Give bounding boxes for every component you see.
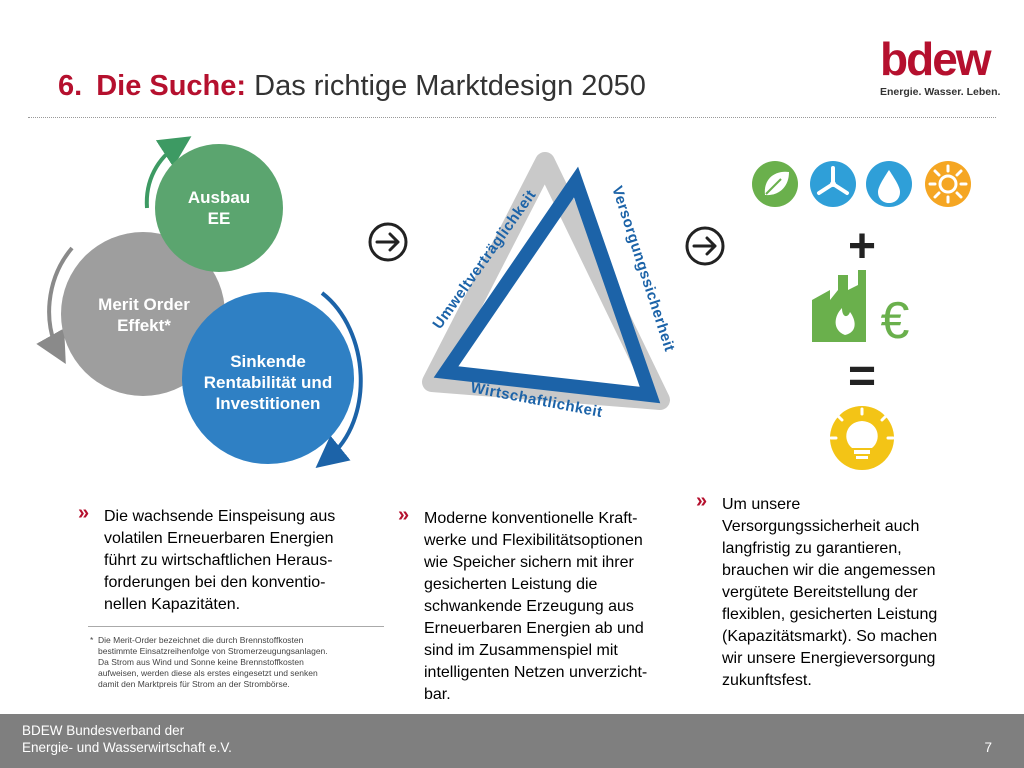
sun-icon: [925, 161, 971, 207]
col2-line: Moderne konventionelle Kraft-: [424, 510, 638, 527]
col1-line: forderungen bei den konventio-: [104, 574, 326, 591]
col3-line: langfristig zu garantieren,: [722, 540, 902, 557]
leaf-icon: [752, 161, 798, 207]
water-drop-icon: [866, 161, 912, 207]
col1-line: Die wachsende Einspeisung aus: [104, 508, 336, 525]
wind-turbine-icon: [810, 161, 856, 207]
ausbau-ee-label: [169, 187, 269, 229]
footer-org-line-1: BDEW Bundesverband der: [22, 723, 185, 738]
merit-order-label: [78, 294, 210, 336]
lightbulb-icon: [830, 406, 894, 470]
col2-line: bar.: [424, 686, 451, 703]
col2-line: gesicherten Leistung die: [424, 576, 598, 593]
bullet-icon: »: [696, 490, 708, 512]
arrow-circle-icon-2: [687, 228, 723, 264]
logo-wordmark: bdew: [880, 33, 990, 85]
equals-sign: =: [847, 350, 877, 403]
footnote-line: damit den Marktpreis für Strom an der Strombörse.: [98, 679, 290, 689]
col3-line: brauchen wir die angemessen: [722, 562, 936, 579]
col3-line: (Kapazitätsmarkt). So machen: [722, 628, 938, 645]
col1-line: führt zu wirtschaftlichen Heraus-: [104, 552, 333, 569]
euro-sign: €: [880, 292, 910, 350]
sinkende-line-1: Sinkende: [230, 352, 306, 371]
page-number: 7: [984, 740, 992, 755]
text-column-2: [398, 504, 694, 706]
col2-line: werke und Flexibilitätsoptionen: [424, 532, 643, 549]
footnote-line: aufweisen, werden diese als erstes eingesetzt und senken: [98, 668, 318, 678]
merit-line-2: Effekt*: [117, 316, 171, 335]
footnote-divider: [88, 626, 384, 627]
ausbau-line-2: EE: [207, 209, 231, 228]
col3-line: zukunftsfest.: [722, 672, 812, 689]
title-highlight: Die Suche:: [96, 70, 247, 102]
footer-organization: [22, 722, 232, 756]
title-rest: Das richtige Marktdesign 2050: [254, 70, 646, 102]
col3-line: flexiblen, gesicherten Leistung: [722, 606, 938, 623]
bullet-icon: »: [398, 504, 410, 526]
col3-line: Um unsere: [722, 496, 801, 513]
ausbau-line-1: Ausbau: [187, 188, 251, 207]
plus-sign: +: [847, 220, 877, 273]
col2-line: wie Speicher sichern mit ihrer: [424, 554, 634, 571]
col3-line: vergütete Bereitstellung der: [722, 584, 918, 601]
col3-line: Versorgungssicherheit auch: [722, 518, 920, 535]
col3-line: wir unsere Energieversorgung: [722, 650, 936, 667]
logo-tagline: Energie. Wasser. Leben.: [880, 86, 1001, 98]
power-plant-icon: [812, 270, 866, 342]
bullet-icon: »: [78, 502, 90, 524]
footnote: [90, 635, 388, 690]
section-number: 6.: [58, 70, 83, 102]
col2-line: schwankende Erzeugung aus: [424, 598, 634, 615]
triangle-label-bottom: Wirtschaftlichkeit: [469, 379, 605, 422]
arrow-circle-icon-1: [370, 224, 406, 260]
triangle-label-right: Versorgungssicherheit: [608, 183, 679, 354]
col1-line: nellen Kapazitäten.: [104, 596, 241, 613]
sinkende-line-2: Rentabilität und: [203, 373, 333, 392]
sinkende-label: [190, 351, 346, 414]
footer-bar: [0, 714, 1024, 768]
merit-line-1: Merit Order: [98, 295, 190, 314]
footnote-star: *: [90, 635, 94, 645]
text-column-1: [78, 502, 394, 616]
triangle-label-left: Umweltverträglichkeit: [429, 186, 540, 333]
footnote-line: bestimmte Einsatzreihenfolge von Stromerzeugungsanlagen.: [98, 646, 328, 656]
col1-line: volatilen Erneuerbaren Energien: [104, 530, 334, 547]
col2-line: Erneuerbaren Energien ab und: [424, 620, 644, 637]
footnote-line: Die Merit-Order bezeichnet die durch Brennstoffkosten: [98, 635, 304, 645]
text-column-3: [696, 490, 1007, 692]
footer-org-line-2: Energie- und Wasserwirtschaft e.V.: [22, 740, 232, 755]
col2-line: sind im Zusammenspiel mit: [424, 642, 618, 659]
sinkende-line-3: Investitionen: [215, 394, 321, 413]
footnote-line: Da Strom aus Wind und Sonne keine Brennstoffkosten: [98, 657, 304, 667]
col2-line: intelligenten Netzen unverzicht-: [424, 664, 648, 681]
